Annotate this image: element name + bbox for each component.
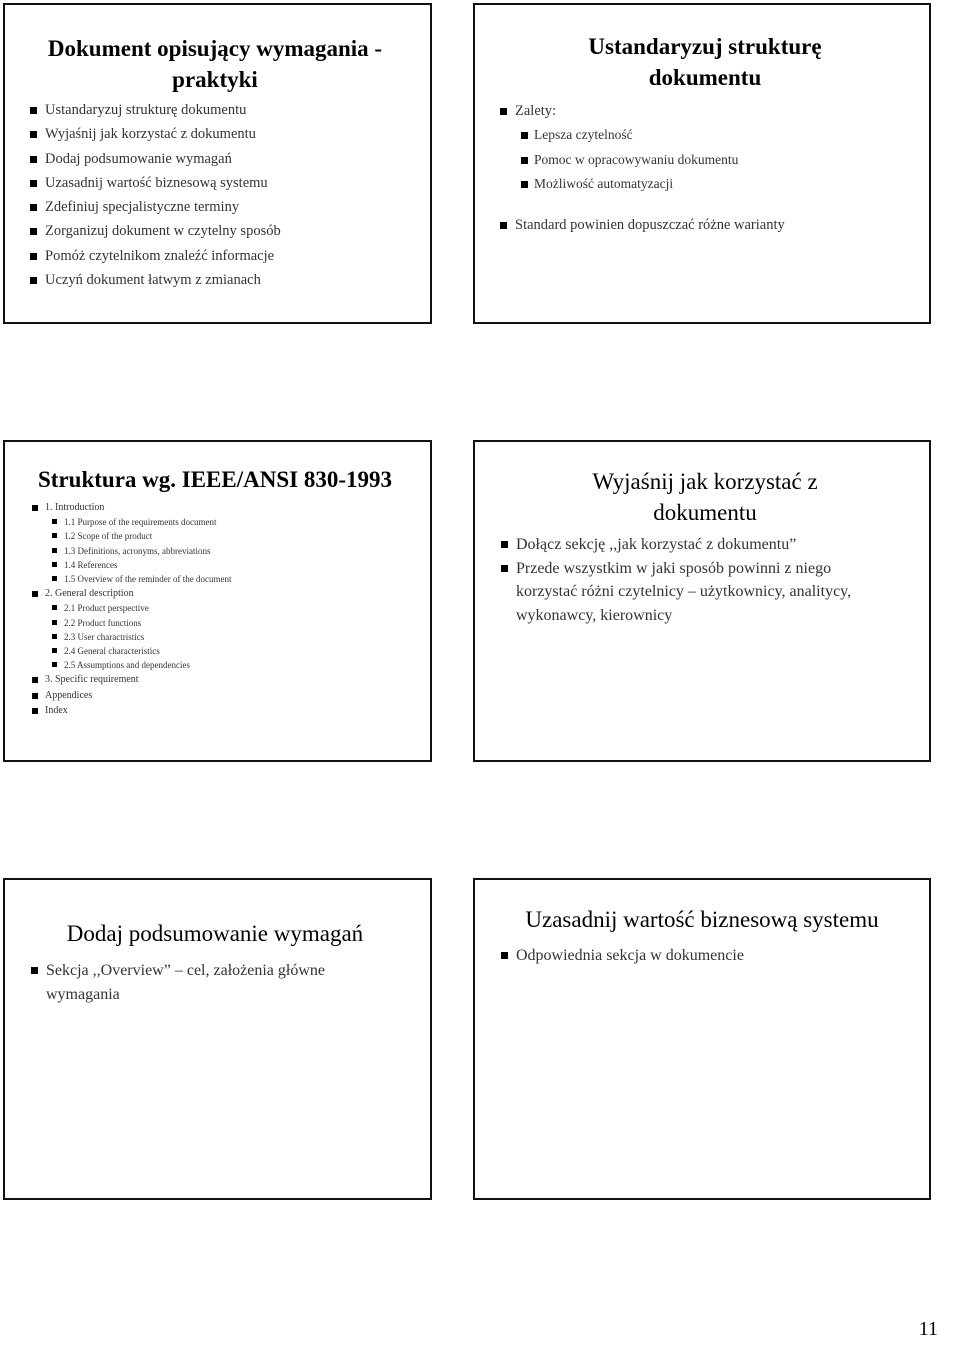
toc-section: Appendices (5, 689, 430, 703)
slide-ieee-structure (3, 440, 432, 762)
slide-summary (3, 878, 432, 1200)
list-item: Uzasadnij wartość biznesową systemu (5, 171, 430, 195)
toc-subsection: 2.1 Product perspective (5, 601, 430, 615)
list-item: Standard powinien dopuszczać różne warianty (475, 213, 929, 237)
toc-section: Index (5, 704, 430, 718)
toc-subsection: 1.1 Purpose of the requirements document (5, 515, 430, 529)
toc-subsection: 2.3 User charactristics (5, 630, 430, 644)
slide-title: Ustandaryzuj strukturę dokumentu (588, 34, 822, 90)
toc-subsection: 1.4 References (5, 558, 430, 572)
toc-subsection: 2.5 Assumptions and dependencies (5, 658, 430, 672)
slide-explain-usage (473, 440, 931, 762)
sub-list (475, 123, 929, 197)
toc-subsection: 2.4 General characteristics (5, 644, 430, 658)
list-item: Dołącz sekcję ,,jak korzystać z dokumentu” (475, 533, 889, 557)
toc-subsection: 1.3 Definitions, acronyms, abbreviations (5, 544, 430, 558)
slide-practices (3, 3, 432, 324)
list-item: Zdefiniuj specjalistyczne terminy (5, 195, 430, 219)
sub-list-item: Pomoc w opracowywaniu dokumentu (475, 148, 929, 173)
toc-subsection: 1.2 Scope of the product (5, 529, 430, 543)
bullet-list (475, 213, 929, 237)
toc-section: 3. Specific requirement (5, 673, 430, 687)
toc-subsection: 1.5 Overview of the reminder of the document (5, 572, 430, 586)
list-item: Sekcja ,,Overview” – cel, założenia główne wymagania (5, 959, 390, 1006)
bullet-list (5, 98, 430, 292)
bullet-list (475, 533, 929, 627)
bullet-list (5, 959, 430, 1006)
list-item: Pomóż czytelnikom znaleźć informacje (5, 244, 430, 268)
slide-title: Wyjaśnij jak korzystać z dokumentu (592, 469, 818, 525)
toc-subsection: 2.2 Product functions (5, 616, 430, 630)
list-item: Ustandaryzuj strukturę dokumentu (5, 98, 430, 122)
list-item: Zorganizuj dokument w czytelny sposób (5, 219, 430, 243)
toc-list (5, 501, 430, 718)
slide-title: Struktura wg. IEEE/ANSI 830-1993 (38, 467, 392, 492)
list-item: Odpowiednia sekcja w dokumencie (475, 944, 929, 968)
list-item: Zalety: (475, 99, 929, 123)
slide-title: Uzasadnij wartość biznesową systemu (525, 907, 879, 932)
toc-section: 2. General description (5, 587, 430, 601)
list-item: Dodaj podsumowanie wymagań (5, 147, 430, 171)
slide-business-value (473, 878, 931, 1200)
sub-list-item: Lepsza czytelność (475, 123, 929, 148)
slide-title: Dokument opisujący wymagania - praktyki (47, 36, 383, 92)
page-number: 11 (918, 1318, 938, 1340)
sub-list-item: Możliwość automatyzacji (475, 172, 929, 197)
bullet-list (475, 944, 929, 968)
slide-standardize-structure (473, 3, 931, 324)
slide-title: Dodaj podsumowanie wymagań (66, 921, 364, 946)
list-item: Uczyń dokument łatwym z zmianach (5, 268, 430, 292)
list-item: Przede wszystkim w jaki sposób powinni z niego korzystać różni czytelnicy – użytkownicy, analitycy, wykonawcy, kierownicy (475, 557, 889, 628)
list-item: Wyjaśnij jak korzystać z dokumentu (5, 122, 430, 146)
bullet-list (475, 99, 929, 123)
toc-section: 1. Introduction (5, 501, 430, 515)
